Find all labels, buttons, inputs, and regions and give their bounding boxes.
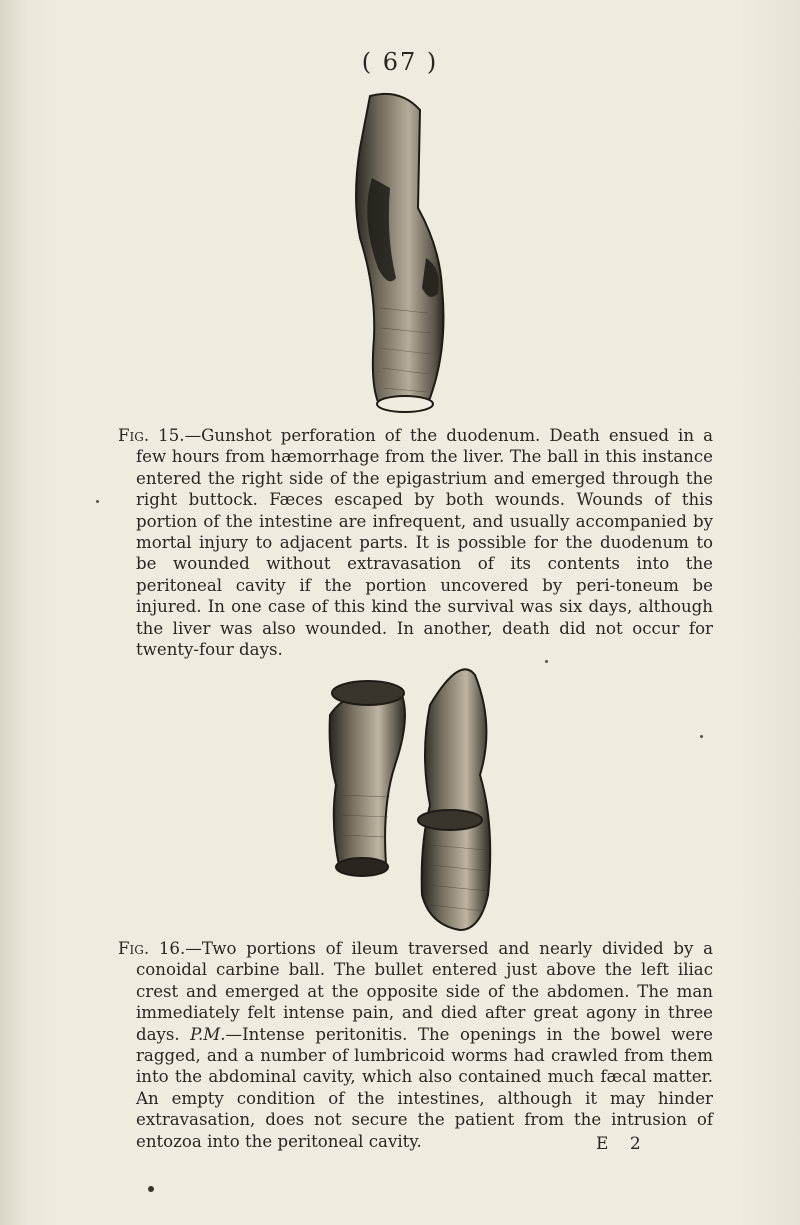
figure-15-caption <box>118 425 713 660</box>
ink-speck <box>700 735 703 738</box>
figure-16-pm: P.M. <box>190 1024 226 1044</box>
figure-16-text-a: —Two portions of ileum traversed and nearly divided by a conoidal carbine ball. The bullet entered just above the left iliac crest and emerged at the opposite side of the abdomen. The man immediately felt intense pain, and died after great agony in three days. <box>136 939 713 1044</box>
figure-16-text-b: —Intense peritonitis. The openings in the bowel were ragged, and a number of lumbricoid worms had crawled from them into the abdominal cavity, which also contained much fæcal matter. An empty condition of the intestines, although it may hinder extravasation, does not secure the patient from the intrusion of entozoa into the peritoneal cavity. <box>136 1024 713 1151</box>
signature-mark: E 2 <box>596 1134 649 1154</box>
ink-speck <box>545 660 548 663</box>
figure-16-label: Fig. 16. <box>118 939 186 958</box>
duodenum-illustration <box>330 88 480 423</box>
figure-16-caption <box>118 938 713 1152</box>
ink-dot <box>148 1186 154 1192</box>
ileum-illustration <box>300 645 520 935</box>
ink-speck <box>96 500 99 503</box>
page-number: ( 67 ) <box>361 48 439 76</box>
figure-15-label: Fig. 15. <box>118 426 185 445</box>
figure-15-text: —Gunshot perforation of the duodenum. Death ensued in a few hours from hæmorrhage from the liver. The ball in this instance entered the right side of the epigastrium and emerged through the right buttock. Fæces escaped by both wounds. Wounds of this portion of the intestine are infrequent, and usually accompanied by mortal injury to adjacent parts. It is possible for the duodenum to be wounded without extravasation of its contents into the peritoneal cavity if the portion uncovered by peri-toneum be injured. In one case of this kind the survival was six days, although the liver was also wounded. In another, death did not occur for twenty-four days. <box>136 426 713 660</box>
